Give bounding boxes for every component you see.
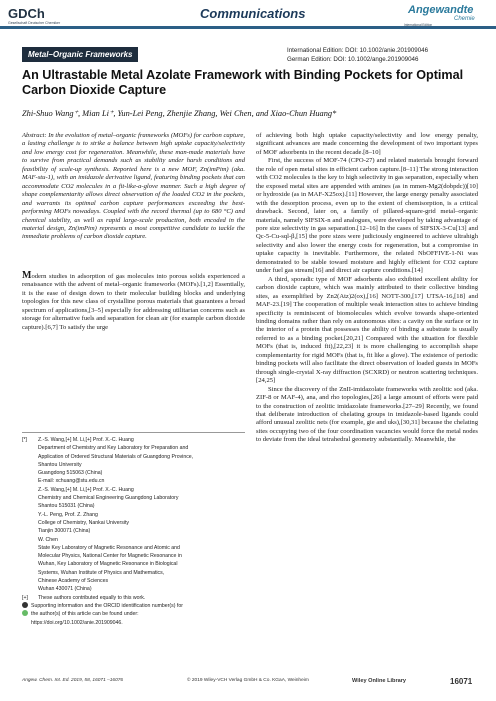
- affiliation-label: [22, 577, 38, 585]
- affiliation-text: Shantou 515031 (China): [38, 503, 95, 510]
- supporting-info-text: Supporting information and the ORCID identification number(s) for: [31, 602, 183, 609]
- supporting-info-line: [22, 602, 245, 610]
- affiliation-text: Z.-S. Wang,[+] M. Li,[+] Prof. X.-C. Huang: [38, 437, 134, 443]
- supporting-info-text[interactable]: https://doi.org/10.1002/anie.201909046.: [31, 619, 123, 626]
- affiliation-text: W. Chen: [38, 536, 58, 543]
- affiliation-line: [22, 585, 245, 593]
- affiliation-text: These authors contributed equally to this work.: [38, 594, 146, 601]
- affiliation-text: Molecular Physics, National Center for Magnetic Resonance in: [38, 553, 182, 560]
- doi-block: [287, 47, 428, 64]
- publisher-logo: GDCh: [8, 6, 45, 21]
- affiliation-line: [22, 560, 245, 568]
- affiliation-label: [22, 519, 38, 527]
- right-column: [256, 132, 478, 445]
- affiliation-line: [22, 536, 245, 544]
- affiliation-label: [22, 444, 38, 452]
- affiliation-label: [22, 569, 38, 577]
- affiliation-line: [22, 469, 245, 477]
- affiliation-text: Department of Chemistry and Key Laboratory for Preparation and: [38, 445, 189, 452]
- affiliation-text: Systems, Wuhan Institute of Physics and Mathematics,: [38, 569, 165, 576]
- affiliation-line: [22, 577, 245, 585]
- affiliation-line: [22, 436, 245, 444]
- wiley-online-library-link[interactable]: Wiley Online Library: [352, 678, 407, 684]
- footnote-divider: [22, 432, 245, 433]
- journal-logo-chemie: Chemie: [454, 16, 475, 22]
- right-paragraph-2: First, the success of MOF-74 (CPO-27) and related materials brought forward the role of open metal sites in efficient carbon capture.[8–11] The strong interaction with CO2 molecules is the key to high selectivity in gas separation, especially when the exposed metal sites are appended with amines (as in mmen-Mg2(dobpdc))[10] or hydroxide (as in MAF-X25ox).[11] However, the large energy penalty associated with the desorption process, even up to the extent of chemisorption, is a critical drawback. Second, later on, a family of pillared-square-grid metal–organic materials, namely SIFSIX-n and analogues, were developed by taking advantage of pore size selectivity in gas separation.[12–16] In the cases of SIFSIX-3-Cu[13] and Qc-5-Cu-sql-β,[15] the pore sizes were judiciously engineered to achieve ultrahigh selectivity and also lower the energy costs for regeneration, but a compromise in uptake capacity is inevitable. Furthermore, the related NbOFFIVE-1-Ni was demonstrated to be stable toward moisture and highly efficient for CO2 capture under fuel gas stream[16] and direct air capture conditions.[14]: [256, 157, 478, 275]
- affiliation-text: Wuhan 430071 (China): [38, 586, 92, 593]
- affiliation-label: [22, 527, 38, 535]
- affiliation-text: Z.-S. Wang,[+] M. Li,[+] Prof. X.-C. Huang: [38, 486, 134, 493]
- affiliation-line: [22, 477, 245, 485]
- affiliation-label: [22, 494, 38, 502]
- doi-german[interactable]: German Edition: DOI: 10.1002/ange.201909046: [287, 55, 419, 63]
- affiliation-line: [22, 494, 245, 502]
- intro-paragraph: [22, 272, 245, 332]
- affiliation-label: [22, 502, 38, 510]
- affiliation-label: [22, 486, 38, 494]
- supporting-info-text: the author(s) of this article can be found under:: [31, 611, 139, 618]
- article-title: An Ultrastable Metal Azolate Framework with Binding Pockets for Optimal Carbon Dioxide Capture: [22, 68, 464, 97]
- affiliation-label: [22, 477, 38, 485]
- abstract-text: Abstract: In the evolution of metal–organic frameworks (MOFs) for carbon capture, a lasting challenge is to strike a balance between high uptake capacity/selectivity and low energy cost for regeneration. Meanwhile, these man-made materials have to survive from practical demands such as stability under harsh conditions and feasibility of scale-up synthesis. Reported here is a new MOF, Zn(imPim) (aka. MAF-stu-1), with an imidazole derivative ligand, featuring binding pockets that can accommodate CO2 molecules in a fit-like-a-glove manner. Such a high degree of shape complementarity allows direct observation of the loaded CO2 in the pockets, and warrants its optimal carbon capture performances exceeding the best-performing MOFs nowadays. Coupled with the record thermal (up to 680 °C) and chemical stability, as well as rapid large-scale production, both encoded in the material design, Zn(imPim) represents a most competitive candidate to tackle the immediate problems of carbon dioxide capture.: [22, 132, 245, 241]
- page-number: 16071: [450, 677, 473, 686]
- affiliation-line: [22, 486, 245, 494]
- journal-edition: International Edition: [404, 23, 433, 27]
- abstract: [22, 132, 245, 242]
- affiliation-text: Shantou University: [38, 461, 82, 468]
- supporting-info-line[interactable]: [22, 619, 245, 627]
- affiliation-line: [22, 461, 245, 469]
- affiliation-text: Wuhan, Key Laboratory of Magnetic Resonance in Biological: [38, 561, 178, 568]
- affiliation-text: State Key Laboratory of Magnetic Resonance and Atomic and: [38, 544, 180, 551]
- drop-cap: M: [22, 270, 32, 281]
- affiliation-label: [22, 552, 38, 560]
- supporting-info-icon: [22, 602, 28, 608]
- affiliation-label: [22, 511, 38, 519]
- intro-text: odern studies in adsorption of gas molecules into porous solids experienced a renaissance with the advent of metal–organic frameworks (MOFs).[1,2] Essentially, it is the ease of design down to their molecular building blocks and underlying topologies for this new class of crystalline porous materials that guarantees a broad spectrum of applications,[3–5] especially for addressing utilitarian concerns such as storage for alternative fuels and separation for clean air (for example carbon dioxide capture).[6,7] To satisfy the urge: [22, 273, 245, 331]
- affiliation-label: [22, 544, 38, 552]
- affiliation-line: [22, 511, 245, 519]
- affiliation-label: [+]: [22, 594, 28, 601]
- affiliation-label: [22, 585, 38, 593]
- doi-international[interactable]: International Edition: DOI: 10.1002/anie.201909046: [287, 47, 429, 54]
- affiliation-line: [22, 594, 245, 602]
- right-paragraph-1: of achieving both high uptake capacity/selectivity and low energy penalty, significant advances are made concerning the development of two important types of MOF adsorbents in the recent decade.[8–10]: [256, 132, 478, 156]
- affiliation-text: Guangdong 515063 (China): [38, 470, 103, 477]
- affiliation-text: Chemistry and Chemical Engineering Guangdong Laboratory: [38, 495, 179, 502]
- right-paragraph-4: Since the discovery of the ZnII-imidazolate frameworks with zeolitic sod (aka. ZIF-8 or MAF-4), ana, and rho topologies,[26] a large amount of efforts were paid to the construction of zeolitic imidazolate frameworks.[27–29] Recently, we found that deliberate introduction of chelating groups in imidazole-based ligands could afford unusual zeolitic nets (for example, gie and uks),[30,31] because the chelating sites occupying two of the four coordination vacancies would force the metal nodes to deviate from the ideal tetrahedral geometry substantially. Meanwhile, the: [256, 385, 478, 444]
- affiliation-label: [*]: [22, 437, 27, 443]
- affiliation-line: [22, 502, 245, 510]
- affiliation-text: Tianjin 300071 (China): [38, 528, 91, 535]
- affiliation-label: [22, 560, 38, 568]
- affiliation-line: [22, 527, 245, 535]
- journal-logo: Angewandte: [408, 4, 474, 16]
- affiliation-line: [22, 453, 245, 461]
- affiliation-line: [22, 444, 245, 452]
- affiliation-text: Y.-L. Peng, Prof. Z. Zhang: [38, 511, 98, 518]
- affiliation-text[interactable]: E-mail: xchuang@stu.edu.cn: [38, 478, 105, 485]
- affiliation-label: [22, 453, 38, 461]
- affiliation-line: [22, 552, 245, 560]
- section-title: Communications: [200, 6, 306, 21]
- affiliation-text: Application of Ordered Structural Materials of Guangdong Province,: [38, 453, 194, 460]
- affiliation-label: [22, 536, 38, 544]
- citation: Angew. Chem. Int. Ed. 2019, 58, 16071 –16076: [22, 678, 124, 683]
- affiliation-line: [22, 519, 245, 527]
- right-paragraph-3: A third, sporadic type of MOF adsorbents also exhibited excellent ability for carbon dioxide capture, which was mainly attributed to their collective binding sites, as exemplified by Zn2(Atz)2(ox),[16] NOTT-300,[17] UTSA-16,[18] and MAF-23.[19] The cooperation of multiple weak interaction sites to achieve binding specificity is reminiscent of biomolecules which evolve towards shape-oriented binding domains rather than rely on autonomous sites: a cavity on the surface or in the interior of a protein that possesses the ability of binding a substrate is usually referred to as a binding pocket.[20,21] Compared with the situation for flexible MOFs (that is, induced fit),[22,23] it is more challenging to accomplish shape complementarity for rigid MOFs (that is, fit like a glove). The existence of periodic binding pockets will also facilitate the direct observation of loaded guests in MOFs through single-crystal X-ray diffraction (SCXRD) or neutron scattering techniques.[24,25]: [256, 275, 478, 385]
- affiliation-line: [22, 544, 245, 552]
- article-category: Metal–Organic Frameworks: [22, 47, 138, 62]
- author-list: Zhi-Shuo Wang⁺, Mian Li⁺, Yun-Lei Peng, Zhenjie Zhang, Wei Chen, and Xiao-Chun Huang*: [22, 109, 337, 118]
- affiliations: [22, 436, 245, 627]
- supporting-info-line: [22, 610, 245, 618]
- affiliation-label: [22, 461, 38, 469]
- affiliation-line: [22, 569, 245, 577]
- orcid-icon: [22, 610, 28, 616]
- affiliation-text: Chinese Academy of Sciences: [38, 578, 109, 585]
- affiliation-label: [22, 469, 38, 477]
- journal-header: [0, 0, 496, 30]
- affiliation-text: College of Chemistry, Nankai University: [38, 519, 130, 526]
- copyright: © 2019 Wiley-VCH Verlag GmbH & Co. KGaA, Weinheim: [187, 678, 309, 683]
- publisher-subtitle: Gesellschaft Deutscher Chemiker: [8, 21, 61, 25]
